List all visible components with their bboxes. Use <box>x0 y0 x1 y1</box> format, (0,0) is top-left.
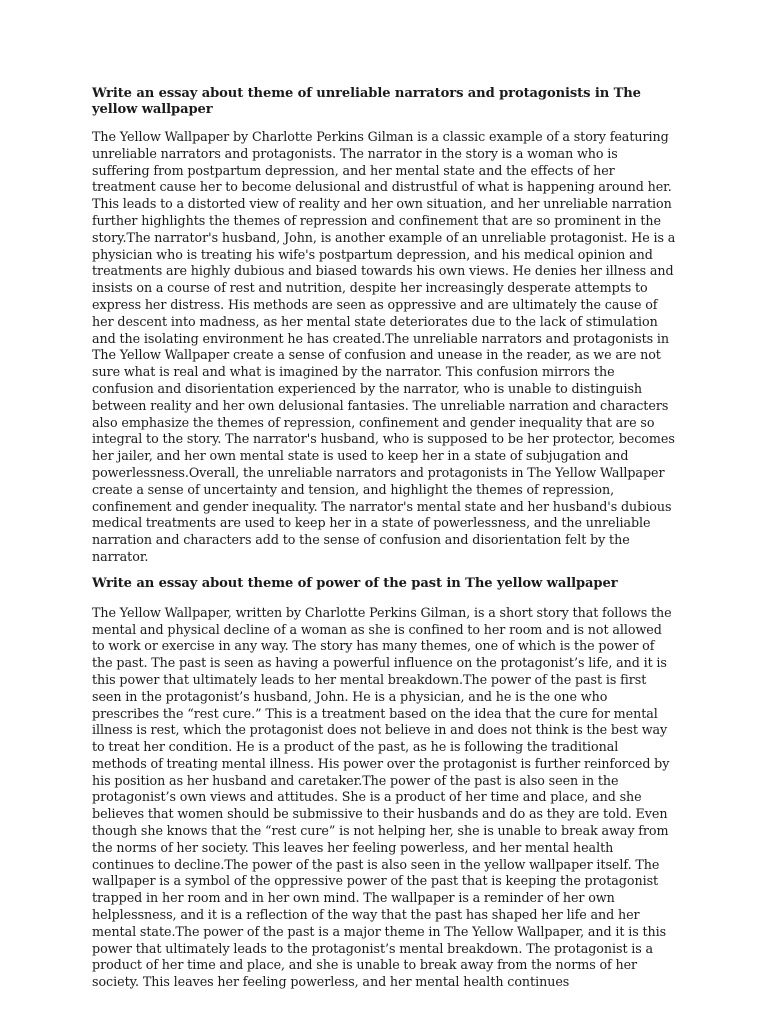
section-heading: Write an essay about theme of unreliable narrators and protagonists in The yellow wallpaper <box>92 86 641 117</box>
essay-section-power-of-past <box>92 576 676 991</box>
section-body-paragraph: The Yellow Wallpaper by Charlotte Perkins Gilman is a classic example of a story featuring unreliable narrators and protagonists. The narrator in the story is a woman who is suffering from postpartum depression, and her mental state and the effects of her treatment cause her to become delusional and distrustful of what is happening around her. This leads to a distorted view of reality and her own situation, and her unreliable narration further highlights the themes of repression and confinement that are so prominent in the story.The narrator's husband, John, is another example of an unreliable protagonist. He is a physician who is treating his wife's postpartum depression, and his medical opinion and treatments are highly dubious and biased towards his own views. He denies her illness and insists on a course of rest and nutrition, despite her increasingly desperate attempts to express her distress. His methods are seen as oppressive and are ultimately the cause of her descent into madness, as her mental state deteriorates due to the lack of stimulation and the isolating environment he has created.The unreliable narrators and protagonists in The Yellow Wallpaper create a sense of confusion and unease in the reader, as we are not sure what is real and what is imagined by the narrator. This confusion mirrors the confusion and disorientation experienced by the narrator, who is unable to distinguish between reality and her own delusional fantasies. The unreliable narration and characters also emphasize the themes of repression, confinement and gender inequality that are so integral to the story. The narrator's husband, who is supposed to be her protector, becomes her jailer, and her own mental state is used to keep her in a state of subjugation and powerlessness.Overall, the unreliable narrators and protagonists in The Yellow Wallpaper create a sense of uncertainty and tension, and highlight the themes of repression, confinement and gender inequality. The narrator's mental state and her husband's dubious medical treatments are used to keep her in a state of powerlessness, and the unreliable narration and characters add to the sense of confusion and disorientation felt by the narrator. <box>92 129 676 564</box>
document-page <box>92 86 676 1001</box>
essay-section-unreliable-narrators <box>92 86 676 566</box>
section-heading: Write an essay about theme of power of the past in The yellow wallpaper <box>92 575 618 591</box>
section-body-paragraph: The Yellow Wallpaper, written by Charlotte Perkins Gilman, is a short story that follows the mental and physical decline of a woman as she is confined to her room and is not allowed to work or exercise in any way. The story has many themes, one of which is the power of the past. The past is seen as having a powerful influence on the protagonist’s life, and it is this power that ultimately leads to her mental breakdown.The power of the past is first seen in the protagonist’s husband, John. He is a physician, and he is the one who prescribes the “rest cure.” This is a treatment based on the idea that the cure for mental illness is rest, which the protagonist does not believe in and does not think is the best way to treat her condition. He is a product of the past, as he is following the traditional methods of treating mental illness. His power over the protagonist is further reinforced by his position as her husband and caretaker.The power of the past is also seen in the protagonist’s own views and attitudes. She is a product of her time and place, and she believes that women should be submissive to their husbands and do as they are told. Even though she knows that the “rest cure” is not helping her, she is unable to break away from the norms of her society. This leaves her feeling powerless, and her mental health continues to decline.The power of the past is also seen in the yellow wallpaper itself. The wallpaper is a symbol of the oppressive power of the past that is keeping the protagonist trapped in her room and in her own mind. The wallpaper is a reminder of her own helplessness, and it is a reflection of the way that the past has shaped her life and her mental state.The power of the past is a major theme in The Yellow Wallpaper, and it is this power that ultimately leads to the protagonist’s mental breakdown. The protagonist is a product of her time and place, and she is unable to break away from the norms of her society. This leaves her feeling powerless, and her mental health continues <box>92 604 672 990</box>
